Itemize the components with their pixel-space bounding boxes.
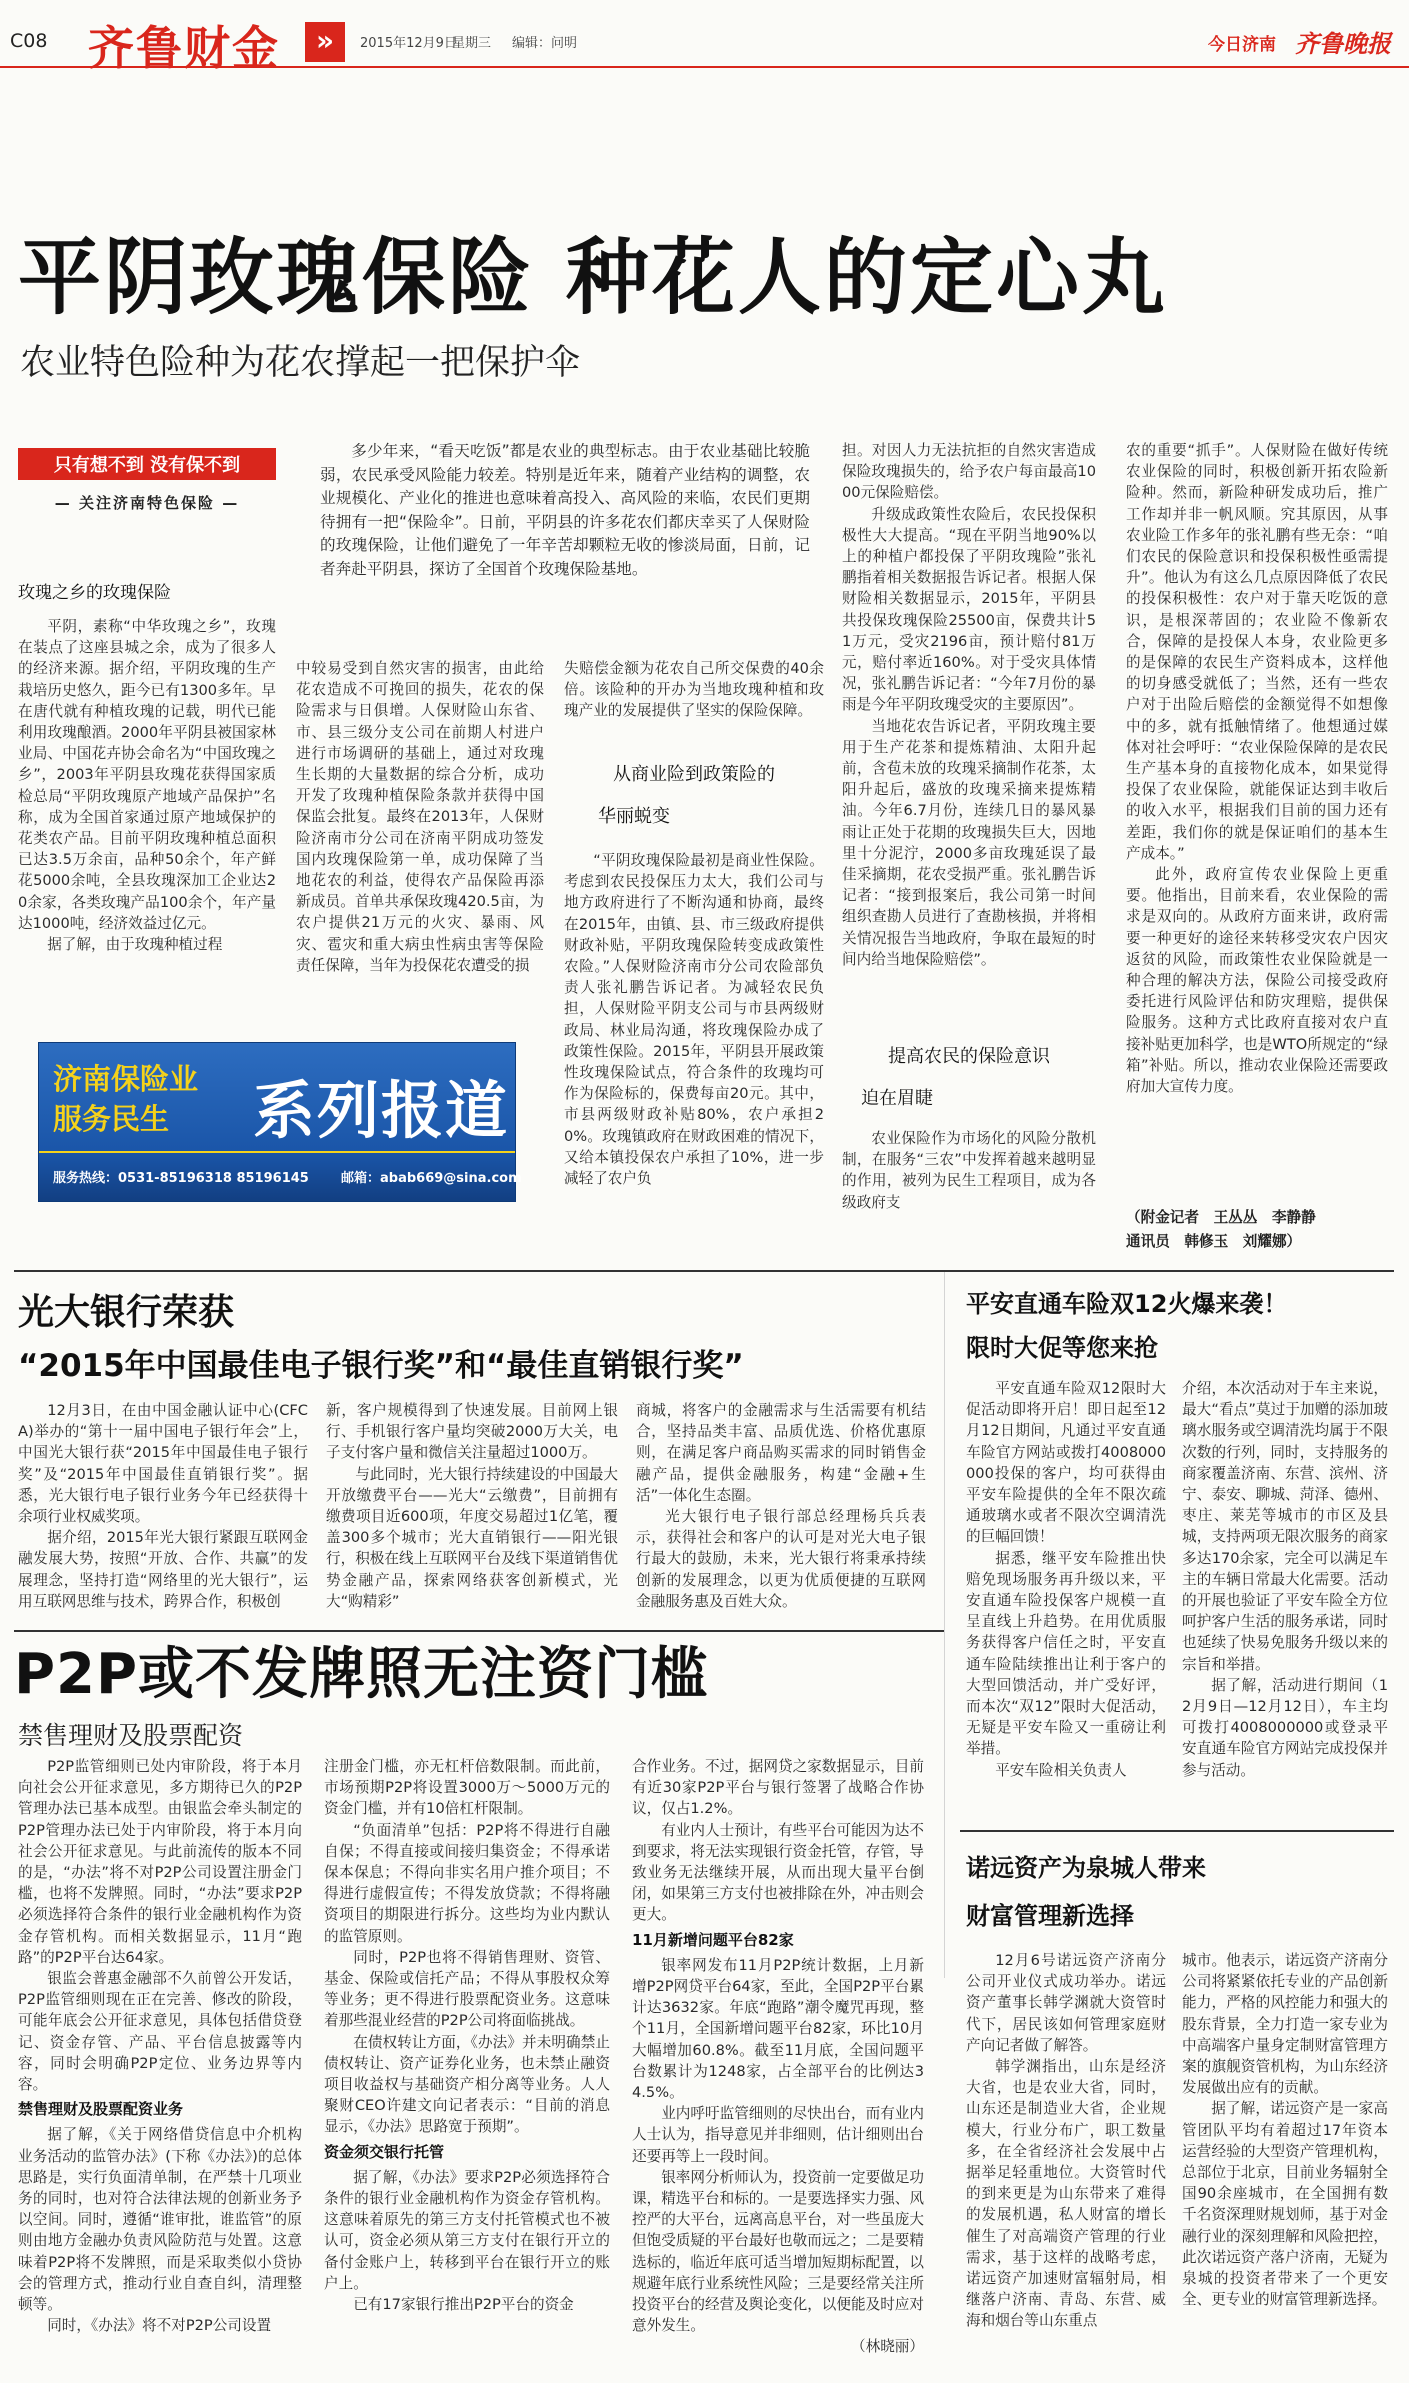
badge-title: 只有想不到 没有保不到 <box>18 448 276 480</box>
editor-credit: 编辑：问明 <box>512 36 578 51</box>
article-1-headline: 平阴玫瑰保险 种花人的定心丸 <box>18 229 1168 326</box>
article-1-byline-2: 通讯员 韩修玉 刘耀娜） <box>1126 1233 1302 1250</box>
article-4-subhead-1: 禁售理财及股票配资业务 <box>18 2100 184 2119</box>
divider-v-1 <box>944 1272 945 1978</box>
article-3-col-2: 介绍，本次活动对于车主来说，最大“看点”莫过于加赠的添加玻璃水服务或空调清洗均属于不限次数的行列，同时，支持服务的商家覆盖济南、东营、滨州、济宁、泰安、聊城、菏泽、德州、枣庄、莱芜等城市的市区及县城，支持两项无限次服务的商家多达170余家，完全可以满足车主的车辆日常最大化需要。活动的开展也验证了平安车险全方位呵护客户生活的服务承诺，同时也延续了快易免服务升级以来的宗旨和举措。 据了解，活动进行期间（12月9日—12月12日），车主均可拨打4008000000或登录平安直通车险官方网站完成投保并参与活动。 <box>1182 1380 1388 1779</box>
article-1-col-4d: 农业保险作为市场化的风险分散机制，在服务“三农”中发挥着越来越明显的作用，被列为民生工程项目，成为各级政府支 <box>842 1130 1096 1211</box>
page-number: C08 <box>10 30 48 52</box>
article-4-byline: （林晓丽） <box>851 2338 924 2356</box>
column-name: 今日济南 <box>1208 35 1276 55</box>
section-arrow-icon: » <box>305 22 345 62</box>
banner-email: 邮箱：abab669@sina.com <box>341 1171 522 1186</box>
banner-line-1: 济南保险业 <box>53 1062 199 1096</box>
article-1-col-3b: “平阴玫瑰保险最初是商业性保险。考虑到农民投保压力太大，我们公司与地方政府进行了不断沟通和协商，最终在2015年，由镇、县、市三级政府提供财政补贴，平阴玫瑰保险转变成政策性农险。”人保财险济南市分公司农险部负责人张礼鹏告诉记者。为减轻农民负担，人保财险平阴支公司与市县两级财政局、林业局沟通，将玫瑰保险办成了政策性保险。2015年，平阴县开展政策性玫瑰保险试点，符合条件的玫瑰均可作为保险标的，保费每亩20元。其中，市县两级财政补贴80%，农户承担20%。玫瑰镇政府在财政困难的情况下，又给本镇投保农户承担了10%，进一步减轻了农户负 <box>564 852 824 1188</box>
article-5-headline-1: 诺远资产为泉城人带来 <box>966 1854 1206 1882</box>
article-1-col-5: 农的重要“抓手”。人保财险在做好传统农业保险的同时，积极创新开拓农险新险种。然而，新险种研发成功后，推广工作却并非一帆风顺。究其原因，从事农业险工作多年的张礼鹏有些无奈：“咱们农民的保险意识和投保积极性亟需提升”。他认为有这么几点原因降低了农民的投保积极性：农户对于靠天吃饭的意识，是根深蒂固的；农业险不像新农合，保障的是投保人本身，农业险更多的是保障的农民生产资料成本，这样他的切身感受就低了；当然，还有一些农户对于出险后赔偿的金额觉得不如想像中的多，就有抵触情绪了。他想通过媒体对社会呼吁：“农业保险保障的是农民生产基本身的直接物化成本，如果觉得投保了农业保险，就能保证达到丰收后的收入水平，根据我们目前的国力还有差距，我们你的就是保证咱们的基本生产成本。” 此外，政府宣传农业保险上更重要。他指出，目前来看，农业保险的需求是双向的。从政府方面来讲，政府需要一种更好的途径来转移受灾农户因灾返贫的风险，而政策性农业保险就是一种合理的解决方法，保险公司接受政府委托进行风险评估和防灾理赔，提供保险服务。这种方式比政府直接对农户直接补贴更加科学，也是WTO所规定的“绿箱”补贴。所以，推动农业保险还需要政府加大宣传力度。 <box>1126 442 1388 1096</box>
newspaper-logo: 齐鲁晚报 <box>1295 29 1391 58</box>
article-4-col-1: P2P监管细则已处内审阶段，将于本月向社会公开征求意见，多方期待已久的P2P管理办法已基本成型。由银监会牵头制定的P2P管理办法已处于内审阶段，将于本月向社会公开征求意见。与此前流传的版本不同的是，“办法”将不对P2P公司设置注册金门槛，也将不发牌照。同时，“办法”要求P2P必须选择符合条件的银行业金融机构作为资金存管机构。而相关数据显示，11月“跑路”的P2P平台达64家。 银监会普惠金融部不久前曾公开发话，P2P监管细则现在正在完善、修改的阶段，可能年底会公开征求意见，具体包括借贷登记、资金存管、产品、平台信息披露等内容，同时会明确P2P定位、业务边界等内容。 禁售理财及股票配资业务 据了解，《关于网络借贷信息中介机构业务活动的监管办法》(下称《办法》)的总体思路是，实行负面清单制，在严禁十几项业务的同时，也对符合法律法规的创新业务予以空间。同时，遵循“谁审批，谁监管”的原则由地方金融办负责风险防范与处置。这意味着P2P将不发牌照，而是采取类似小贷协会的管理方式，推动行业自查自纠，清理整顿等。 同时，《办法》将不对P2P公司设置 <box>18 1758 302 2335</box>
banner-hotline: 服务热线：0531-85196318 85196145 <box>53 1171 309 1186</box>
divider-1 <box>14 1270 1394 1272</box>
special-badge <box>18 448 276 520</box>
badge-tagline: — 关注济南特色保险 — <box>54 494 240 512</box>
article-2-headline: 光大银行荣获 <box>18 1292 235 1333</box>
masthead-divider <box>0 66 1409 68</box>
divider-3 <box>960 1830 1394 1832</box>
section-title: 齐鲁财金 <box>88 21 280 75</box>
banner-line-2: 服务民生 <box>53 1102 170 1136</box>
article-2-subheadline: “2015年中国最佳电子银行奖”和“最佳直销银行奖” <box>18 1348 744 1384</box>
article-2-col-2: 新，客户规模得到了快速发展。目前网上银行、手机银行客户量均突破2000万大关，电子支付客户量和微信关注量超过1000万。 与此同时，光大银行持续建设的中国最大开放缴费平台——光大“云缴费”，目前拥有缴费项目近600项，年度交易超过1亿笔，覆盖300多个城市；光大直销银行——阳光银行，积极在线上互联网平台及线下渠道销售优势金融产品，探索网络获客创新模式，光大“购精彩” <box>326 1402 618 1610</box>
article-5-headline-2: 财富管理新选择 <box>966 1902 1134 1930</box>
article-4-headline: P2P或不发牌照无注资门槛 <box>14 1642 709 1707</box>
article-4-subhead-2: 资金须交银行托管 <box>324 2142 445 2161</box>
article-1-subhead-2a: 从商业险到政策险的 <box>613 764 775 785</box>
article-1-subhead-2b: 华丽蜕变 <box>598 806 670 827</box>
article-4-subhead-3: 11月新增问题平台82家 <box>632 1930 794 1949</box>
article-1-col-4: 担。对因人力无法抗拒的自然灾害造成保险玫瑰损失的，给予农户每亩最高1000元保险赔偿。 升级成政策性农险后，农民投保积极性大大提高。“现在平阴当地90%以上的种植户都投保了平阴玫瑰险”张礼鹏指着相关数据报告诉记者。根据人保财险相关数据显示，2015年，平阴县共投保玫瑰保险25500亩，保费共计51万元，受灾2196亩，预计赔付81万元，赔付率近160%。对于受灾具体情况，张礼鹏告诉记者：“今年7月份的暴雨是今年平阴玫瑰受灾的主要原因”。 当地花农告诉记者，平阴玫瑰主要用于生产花茶和提炼精油、太阳升起前，含苞未放的玫瑰采摘制作花茶，太阳升起后，盛放的玫瑰采摘来提炼精油。今年6.7月份，连续几日的暴风暴雨让正处于花期的玫瑰损失巨大，因地里十分泥泞，2000多亩玫瑰延误了最佳采摘期，花农受损严重。张礼鹏告诉记者：“接到报案后，我公司第一时间组织查勘人员进行了查勘核损，并将相关情况报告当地政府，争取在最短的时间内给当地保险赔偿”。 <box>842 442 1096 968</box>
article-5-col-1: 12月6号诺远资产济南分公司开业仪式成功举办。诺远资产董事长韩学渊就大资管时代下，居民该如何管理家庭财产向记者做了解答。 韩学渊指出，山东是经济大省，也是农业大省，同时，山东还是制造业大省，企业规模大，行业分布广，职工数量多，在全省经济社会发展中占据举足轻重地位。大资管时代的到来更是为山东带来了难得的发展机遇，私人财富的增长催生了对高端资产管理的行业需求，基于这样的战略考虑，诺远资产加速财富辐射局，相继落户济南、青岛、东营、威海和烟台等山东重点 <box>966 1952 1166 2330</box>
article-3-headline-2: 限时大促等您来抢 <box>966 1334 1158 1362</box>
issue-date: 2015年12月9日 <box>360 36 457 51</box>
article-4-subheadline: 禁售理财及股票配资 <box>18 1721 244 1750</box>
issue-weekday: 星期三 <box>452 36 492 51</box>
article-1-byline-1: （附金记者 王丛丛 李静静 <box>1126 1209 1316 1226</box>
series-banner <box>38 1042 522 1202</box>
article-1-subhead-3b: 迫在眉睫 <box>861 1088 933 1109</box>
article-3-col-1: 平安直通车险双12限时大促活动即将开启！即日起至12月12日期间，凡通过平安直通车险官方网站或拨打4008000000投保的客户，均可获得由平安车险提供的全年不限次疏通玻璃水或者不限次空调清洗的巨幅回馈！ 据悉，继平安车险推出快赔免现场服务再升级以来，平安直通车险投保客户规模一直呈直线上升趋势。在用优质服务获得客户信任之时，平安直通车险陆续推出让利于客户的大型回馈活动，并广受好评，而本次“双12”限时大促活动，无疑是平安车险又一重磅让利举措。 平安车险相关负责人 <box>966 1380 1166 1779</box>
article-1-col-2: 中较易受到自然灾害的损害，由此给花农造成不可挽回的损失，花农的保险需求与日俱增。人保财险山东省、市、县三级分支公司在前期人村进户进行市场调研的基础上，通过对玫瑰生长期的大量数据的综合分析，成功开发了玫瑰种植保险条款并获得中国保监会批复。最终在2013年，人保财险济南市分公司在济南平阴成功签发国内玫瑰保险第一单，成功保障了当地花农的利益，使得农产品保险再添新成员。首单共承保玫瑰420.5亩，为农户提供21万元的火灾、暴雨、风灾、雹灾和重大病虫性病虫害等保险责任保障，当年为投保花农遭受的损 <box>296 660 544 974</box>
article-4-col-2: 注册金门槛，亦无杠杆倍数限制。而此前，市场预期P2P将设置3000万～5000万元的资金门槛，并有10倍杠杆限制。 “负面清单”包括：P2P将不得进行自融自保；不得直接或间接归集资金；不得承诺保本保息；不得向非实名用户推介项目；不得进行虚假宣传；不得发放贷款；不得将融资项目的期限进行拆分。这些均为业内默认的监管原则。 同时，P2P也将不得销售理财、资管、基金、保险或信托产品；不得从事股权众筹等业务；更不得进行股票配资业务。这意味着那些混业经营的P2P公司将面临挑战。 在债权转让方面，《办法》并未明确禁止债权转让、资产证券化业务，也未禁止融资项目收益权与基础资产相分离等业务。人人聚财CEO许建文向记者表示：“目前的消息显示，《办法》思路宽于预期”。 资金须交银行托管 据了解，《办法》要求P2P必须选择符合条件的银行业金融机构作为资金存管机构。这意味着原先的第三方支付托管模式也不被认可，资金必须从第三方支付在银行开立的备付金账户上，转移到平台在银行开立的账户上。 已有17家银行推出P2P平台的资金 <box>324 1758 610 2314</box>
article-1-subhead-3a: 提高农民的保险意识 <box>888 1046 1050 1067</box>
article-4-col-3: 合作业务。不过，据网贷之家数据显示，目前有近30家P2P平台与银行签署了战略合作协议，仅占1.2%。 有业内人士预计，有些平台可能因为达不到要求，将无法实现银行资金托管，存管，导致业务无法继续开展，从而出现大量平台倒闭，如果第三方支付也被排除在外，冲击则会更大。 11月新增问题平台82家 银率网发布11月P2P统计数据，上月新增P2P网贷平台64家，至此，全国P2P平台累计达3632家。年底“跑路”潮令魔咒再现，整个11月，全国新增问题平台82家，环比10月大幅增加60.8%。截至11月底，全国问题平台数累计为1248家，占全部平台的比例达34.5%。 业内呼吁监管细则的尽快出台，而有业内人士认为，指导意见并非细则，估计细则出台还要再等上一段时间。 银率网分析师认为，投资前一定要做足功课，精选平台和标的。一是要选择实力强、风控严的大平台，远离高息平台，对一些虽庞大但饱受质疑的平台最好也敬而远之；二是要精选标的，临近年底可适当增加短期标配置，以规避年底行业系统性风险；三是要经常关注所投资平台的经营及舆论变化，以便能及时应对意外发生。 （林晓丽） <box>632 1756 924 2342</box>
banner-divider <box>39 1151 515 1153</box>
banner-line-3: 系列报道 <box>253 1074 510 1147</box>
article-2-col-3: 商城，将客户的金融需求与生活需要有机结合，坚持品类丰富、品质优选、价格优惠原则，在满足客户商品购买需求的同时销售金融产品，提供金融服务，构建“金融+生活”一体化生态圈。 光大银行电子银行部总经理杨兵兵表示，获得社会和客户的认可是对光大电子银行最大的鼓励，未来，光大银行将秉承持续创新的发展理念，以更为优质便捷的互联网金融服务惠及百姓大众。 <box>636 1402 926 1610</box>
article-5-col-2: 城市。他表示，诺远资产济南分公司将紧紧依托专业的产品创新能力，严格的风控能力和强大的股东背景，全力打造一家专业为中高端客户量身定制财富管理方案的旗舰资管机构，为山东经济发展做出应有的贡献。 据了解，诺远资产是一家高管团队平均有着超过17年资本运营经验的大型资产管理机构，总部位于北京，目前业务辐射全国90余座城市，在全国拥有数千名资深理财规划师，基于对金融行业的深刻理解和风险把控，此次诺远资产落户济南，无疑为泉城的投资者带来了一个更安全、更专业的财富管理新选择。 <box>1182 1952 1388 2309</box>
article-1-subhead-1: 玫瑰之乡的玫瑰保险 <box>18 583 171 603</box>
article-1-subheadline: 农业特色险种为花农撑起一把保护伞 <box>20 343 581 383</box>
article-1-lead: 多少年来，“看天吃饭”都是农业的典型标志。由于农业基础比较脆弱，农民承受风险能力较差。特别是近年来，随着产业结构的调整，农业规模化、产业化的推进也意味着高投入、高风险的来临，农民们更期待拥有一把“保险伞”。日前，平阴县的许多花农们都庆幸买了人保财险的玫瑰保险，让他们避免了一年辛苦却颗粒无收的惨淡局面，日前，记者奔赴平阴县，探访了全国首个玫瑰保险基地。 <box>320 442 810 578</box>
article-2-col-1: 12月3日，在由中国金融认证中心(CFCA)举办的“第十一届中国电子银行年会”上，中国光大银行获“2015年中国最佳电子银行奖”及“2015年中国最佳直销银行奖”。据悉，光大银行电子银行业务今年已经获得十余项行业权威奖项。 据介绍，2015年光大银行紧跟互联网金融发展大势，按照“开放、合作、共赢”的发展理念，坚持打造“网络里的光大银行”，运用互联网思维与技术，跨界合作，积极创 <box>18 1402 308 1610</box>
article-1-col-3a: 失赔偿金额为花农自己所交保费的40余倍。该险种的开办为当地玫瑰种植和玫瑰产业的发展提供了坚实的保险保障。 <box>564 660 824 720</box>
article-3-headline-1: 平安直通车险双12火爆来袭！ <box>966 1290 1288 1318</box>
article-1-col-1: 平阴，素称“中华玫瑰之乡”，玫瑰在装点了这座县城之余，成为了很多人的经济来源。据介绍，平阴玫瑰的生产栽培历史悠久，距今已有1300多年。早在唐代就有种植玫瑰的记载，明代已能利用玫瑰酿酒。2000年平阴县被国家林业局、中国花卉协会命名为“中国玫瑰之乡”，2003年平阴县玫瑰花获得国家质检总局“平阴玫瑰原产地域产品保护”名称，成为全国首家通过原产地域保护的花类农产品。目前平阴玫瑰种植总面积已达3.5万余亩，品种50余个，年产鲜花5000余吨，全县玫瑰深加工企业达20余家，各类玫瑰产品100余个，年产量达1000吨，经济效益过亿元。 据了解，由于玫瑰种植过程 <box>18 618 276 954</box>
